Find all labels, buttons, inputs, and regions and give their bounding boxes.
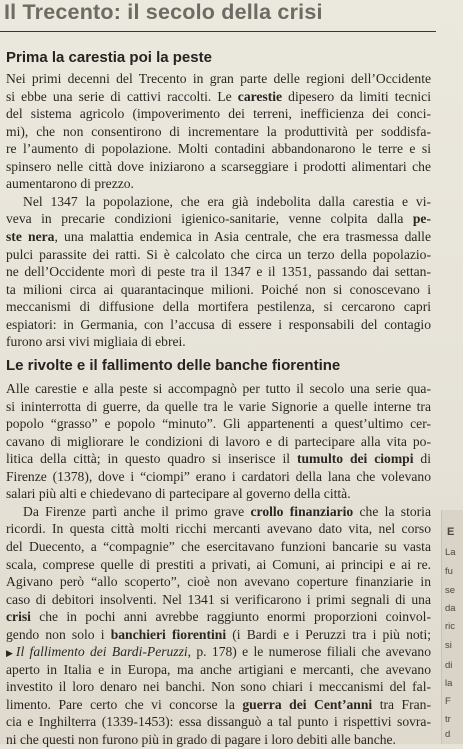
text-segment: ta milioni circa ai quarantacinque milioni. Poiché non si conoscevano i xyxy=(6,281,431,297)
chapter-title: Il Trecento: il secolo della crisi xyxy=(4,0,323,24)
text-line xyxy=(6,210,431,228)
text-segment: (i Bardi e i Peruzzi tra i più noti; xyxy=(226,626,431,642)
text-line xyxy=(6,713,431,731)
text-segment: scala, comprese quelle di prestiti a privati, ai Comuni, ai principi e ai re. xyxy=(6,556,431,572)
key-term: crollo finanziario xyxy=(250,503,354,519)
text-line xyxy=(6,538,431,556)
key-term: ste nera xyxy=(6,228,55,244)
edge-fragment: se xyxy=(445,585,456,596)
text-line xyxy=(23,193,431,211)
text-line xyxy=(6,263,431,281)
text-line xyxy=(6,333,431,351)
text-line xyxy=(6,398,431,416)
text-line xyxy=(6,591,431,609)
text-line xyxy=(6,608,431,626)
text-segment: pulci parassite dei ratti. Si è calcolato che circa un terzo della popolazio- xyxy=(6,246,431,262)
text-segment: Agivano però “allo scoperto”, cioè non avevano coperture finanziarie in xyxy=(6,574,431,590)
text-segment: ricordi. In questa città molti ricchi mercanti avevano dato vita, nel corso xyxy=(6,521,431,537)
text-segment: Alle carestie e alla peste si accompagnò per tutto il secolo una serie qua- xyxy=(6,381,431,396)
text-line xyxy=(6,70,431,88)
text-line xyxy=(6,485,431,503)
text-line xyxy=(6,158,431,176)
text-line xyxy=(6,175,431,193)
text-segment: espiatori: in Germania, con l’accusa di essere i responsabili del contagio xyxy=(6,316,431,332)
text-segment: veva in precarie condizioni igienico-sanitarie, venne colpita dalla xyxy=(6,211,413,227)
text-segment: aperto in Italia e in Europa, ma anche artigiani e mercanti, che avevano xyxy=(6,661,431,677)
edge-fragment: ric xyxy=(445,621,456,632)
text-segment: ne dell’Occidente morì di peste tra il 1347 e il 1351, passando dai settan- xyxy=(6,264,431,280)
section-title-carestia: Prima la carestia poi la peste xyxy=(6,49,212,66)
text-line xyxy=(6,678,431,696)
cross-reference-title: Il fallimento dei Bardi-Peruzzi xyxy=(15,644,188,660)
text-segment: popolo “grasso” e popolo “minuto”. Gli appartenenti a quest’ultimo cer- xyxy=(6,416,431,432)
text-line xyxy=(6,88,431,106)
text-segment: caso di debitori insolventi. Nel 1341 si verificarono i primi segnali di una xyxy=(6,591,431,607)
text-line xyxy=(6,228,431,246)
text-segment: litica della città; in questo quadro si inserisce il xyxy=(6,451,297,467)
text-line xyxy=(6,380,431,398)
text-line xyxy=(6,316,431,334)
text-segment: furono arsi vivi migliaia di ebrei. xyxy=(6,334,186,350)
text-segment: Da Firenze partì anche il primo grave xyxy=(23,503,251,519)
text-segment: mi), che non consentirono di incrementare la produttività per soddisfa- xyxy=(6,123,431,139)
key-term: tumulto dei ciompi xyxy=(296,451,414,467)
text-segment: cavano di migliorare le condizioni di lavoro e di partecipare alla vita po- xyxy=(6,433,431,449)
text-segment: gendo non solo i xyxy=(6,626,111,642)
text-segment: , una malattia endemica in Asia centrale, che era trasmessa dalle xyxy=(54,228,431,244)
edge-fragment: di xyxy=(445,660,453,671)
text-segment: si ebbe una serie di cattivi raccolti. Le xyxy=(6,88,238,104)
text-line xyxy=(6,140,431,158)
key-term: crisi xyxy=(6,609,31,625)
text-line xyxy=(6,556,431,574)
edge-fragment: tr xyxy=(445,714,451,725)
text-line xyxy=(6,246,431,264)
text-segment: salari più alti e chiedevano di partecipare al governo della città. xyxy=(6,486,351,502)
text-segment: investito il loro denaro nei banchi. Non sono chiari i meccanismi del fal- xyxy=(6,679,431,695)
text-segment: re l’aumento di popolazione. Molti contadini abbandonarono le terre e si xyxy=(6,141,431,157)
text-line xyxy=(6,123,431,141)
section-title-rivolte: Le rivolte e il fallimento delle banche fiorentine xyxy=(6,357,341,374)
text-line xyxy=(6,415,431,433)
text-segment: cia e Inghilterra (1339-1453): essa dissanguò a tal punto i rispettivi sovra- xyxy=(6,714,431,730)
text-segment: limento. Pare certo che vi concorse la xyxy=(6,696,243,712)
text-segment: Nel 1347 la popolazione, che era già indebolita dalla carestia e vi- xyxy=(23,193,431,209)
edge-fragment: da xyxy=(445,603,456,614)
edge-fragment: d xyxy=(445,729,451,740)
text-segment: dipesero da limiti tecnici xyxy=(282,88,431,104)
edge-fragment: E xyxy=(447,526,455,538)
cross-reference-arrow-icon: ▶ xyxy=(6,649,13,660)
edge-fragment: si xyxy=(445,640,452,651)
title-rule xyxy=(0,31,436,32)
text-segment: Nei primi decenni del Trecento in gran parte delle regioni dell’Occidente xyxy=(6,71,431,86)
text-segment: spinsero nelle città dove iniziarono a scarseggiare i prodotti alimentari che xyxy=(6,158,431,174)
text-line xyxy=(6,731,431,749)
edge-fragment: La xyxy=(445,547,456,558)
text-line xyxy=(6,281,431,299)
text-line xyxy=(6,298,431,316)
text-line xyxy=(6,468,431,486)
text-segment: si ininterrotta di guerre, da quelle tra le varie Signorie a quelle interne tra xyxy=(6,398,431,414)
text-segment: , p. 178) e le numerose filiali che avevano xyxy=(187,644,431,660)
text-segment: che la storia xyxy=(353,503,431,519)
key-term: banchieri fiorentini xyxy=(110,626,227,642)
text-line xyxy=(23,503,431,521)
text-line xyxy=(6,105,431,123)
text-segment: del sistema agricolo (impoverimento dei terreni, inefficienza dei conci- xyxy=(6,106,431,122)
text-segment: aumentarono di prezzo. xyxy=(6,176,134,192)
text-line xyxy=(6,433,431,451)
text-line xyxy=(6,643,431,661)
text-segment: Firenze (1378), dove i “ciompi” erano i cardatori della lana che volevano xyxy=(6,468,431,484)
key-term: carestie xyxy=(237,88,283,104)
text-line xyxy=(6,696,431,714)
key-term: pe- xyxy=(412,211,431,227)
edge-fragment: fu xyxy=(445,566,453,577)
text-segment: tra Fran- xyxy=(372,696,431,712)
text-segment: ni che questi non furono più in grado di pagare i loro debiti alle banche. xyxy=(6,732,396,747)
edge-fragment: F xyxy=(445,696,451,707)
text-segment: meccanismi di diffusione della mortifera pestilenza, si cercarono capri xyxy=(6,299,431,315)
text-line xyxy=(6,520,431,538)
edge-fragment: la xyxy=(445,678,453,689)
text-line xyxy=(6,450,431,468)
text-line xyxy=(6,573,431,591)
text-segment: che in pochi anni avrebbe raggiunto enormi proporzioni coinvol- xyxy=(30,609,431,625)
text-line xyxy=(6,626,431,644)
key-term: guerra dei Cent’anni xyxy=(242,696,373,712)
text-segment: del Duecento, a “compagnie” che esercitavano funzioni bancarie su vasta xyxy=(6,538,431,554)
text-line xyxy=(6,661,431,679)
text-segment: di xyxy=(413,451,431,467)
